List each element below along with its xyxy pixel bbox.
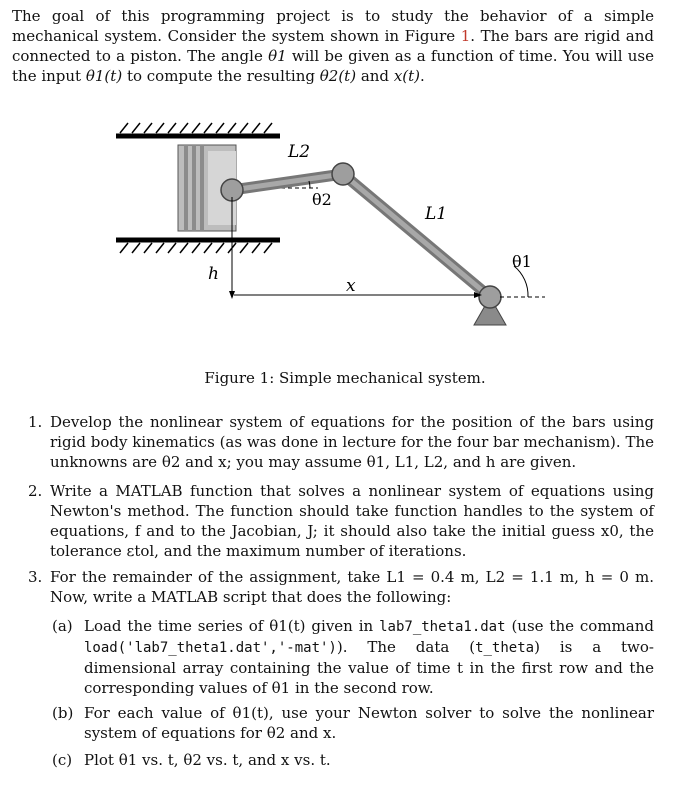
subitem-a-variable: t_theta (475, 640, 535, 656)
label-theta2: θ2 (312, 190, 332, 209)
intro-xt: x(t) (393, 67, 421, 85)
mechanism-figure (100, 115, 560, 345)
subitem-c-text: Plot θ1 vs. t, θ2 vs. t, and x vs. t. (84, 751, 331, 769)
subitem-a-text (84, 616, 654, 698)
subitem-b-number: (b) (52, 704, 74, 722)
item-1-number: 1. (28, 413, 43, 431)
item-1-text: Develop the nonlinear system of equations for the position of the bars using rigid body kinematics (as was done in lecture for the four bar mechanism). The unknowns are θ2 and x; you may assume θ1, L1, L2, and h are given. (50, 413, 654, 471)
figure-caption: Figure 1: Simple mechanical system. (204, 369, 486, 387)
item-2-text: Write a MATLAB function that solves a nonlinear system of equations using Newton's method. The function should take function handles to the system of equations, f and to the Jacobian, J; it should also take the initial guess x0, the tolerance εtol, and the maximum number of iterations. (50, 482, 654, 560)
label-h: h (208, 264, 219, 284)
intro-theta1t: θ1(t) (85, 67, 123, 85)
top-wall (116, 123, 280, 136)
subitem-a-command: load('lab7_theta1.dat','-mat') (84, 640, 337, 656)
intro-text-3: will be given as a function of time. You will use the input (12, 47, 654, 85)
middle-joint (332, 163, 354, 185)
label-L1: L1 (425, 204, 448, 224)
subitem-a-text-1: Load the time series of θ1(t) given in (84, 617, 380, 635)
item-2-number: 2. (28, 482, 43, 500)
intro-text-6: . (420, 67, 425, 85)
intro-theta2t: θ2(t) (319, 67, 357, 85)
subitem-a-number: (a) (52, 617, 73, 635)
label-L2: L2 (288, 142, 311, 162)
intro-text-5: and (356, 67, 394, 85)
intro-paragraph (12, 6, 654, 86)
intro-text-4: to compute the resulting (122, 67, 320, 85)
subitem-b-text: For each value of θ1(t), use your Newton solver to solve the nonlinear system of equations for θ2 and x. (84, 704, 654, 742)
figure-reference-link[interactable]: 1 (460, 27, 471, 45)
subitem-a-filename: lab7_theta1.dat (379, 619, 506, 635)
subitem-c-number: (c) (52, 751, 73, 769)
subitem-a-text-2: (use the command (505, 617, 654, 635)
ground-joint (479, 286, 501, 308)
label-theta1: θ1 (512, 252, 532, 271)
intro-theta1: θ1 (268, 47, 287, 65)
item-3-number: 3. (28, 568, 43, 586)
subitem-a-text-3: ). The data ( (336, 638, 476, 656)
label-x: x (346, 276, 356, 296)
subitem-a-text-4: ) is a two-dimensional array containing the value of time t in the first row and the corresponding values of θ1 in the second row. (84, 638, 654, 697)
item-3-text: For the remainder of the assignment, take L1 = 0.4 m, L2 = 1.1 m, h = 0 m. Now, write a MATLAB script that does the following: (50, 568, 654, 606)
intro-text-1: The goal of this programming project is to study the behavior of a simple mechanical system. Consider the system shown in Figure (12, 7, 654, 45)
bottom-wall (116, 240, 280, 253)
intro-text-2: . The bars are rigid and connected to a piston. The angle (12, 27, 654, 65)
